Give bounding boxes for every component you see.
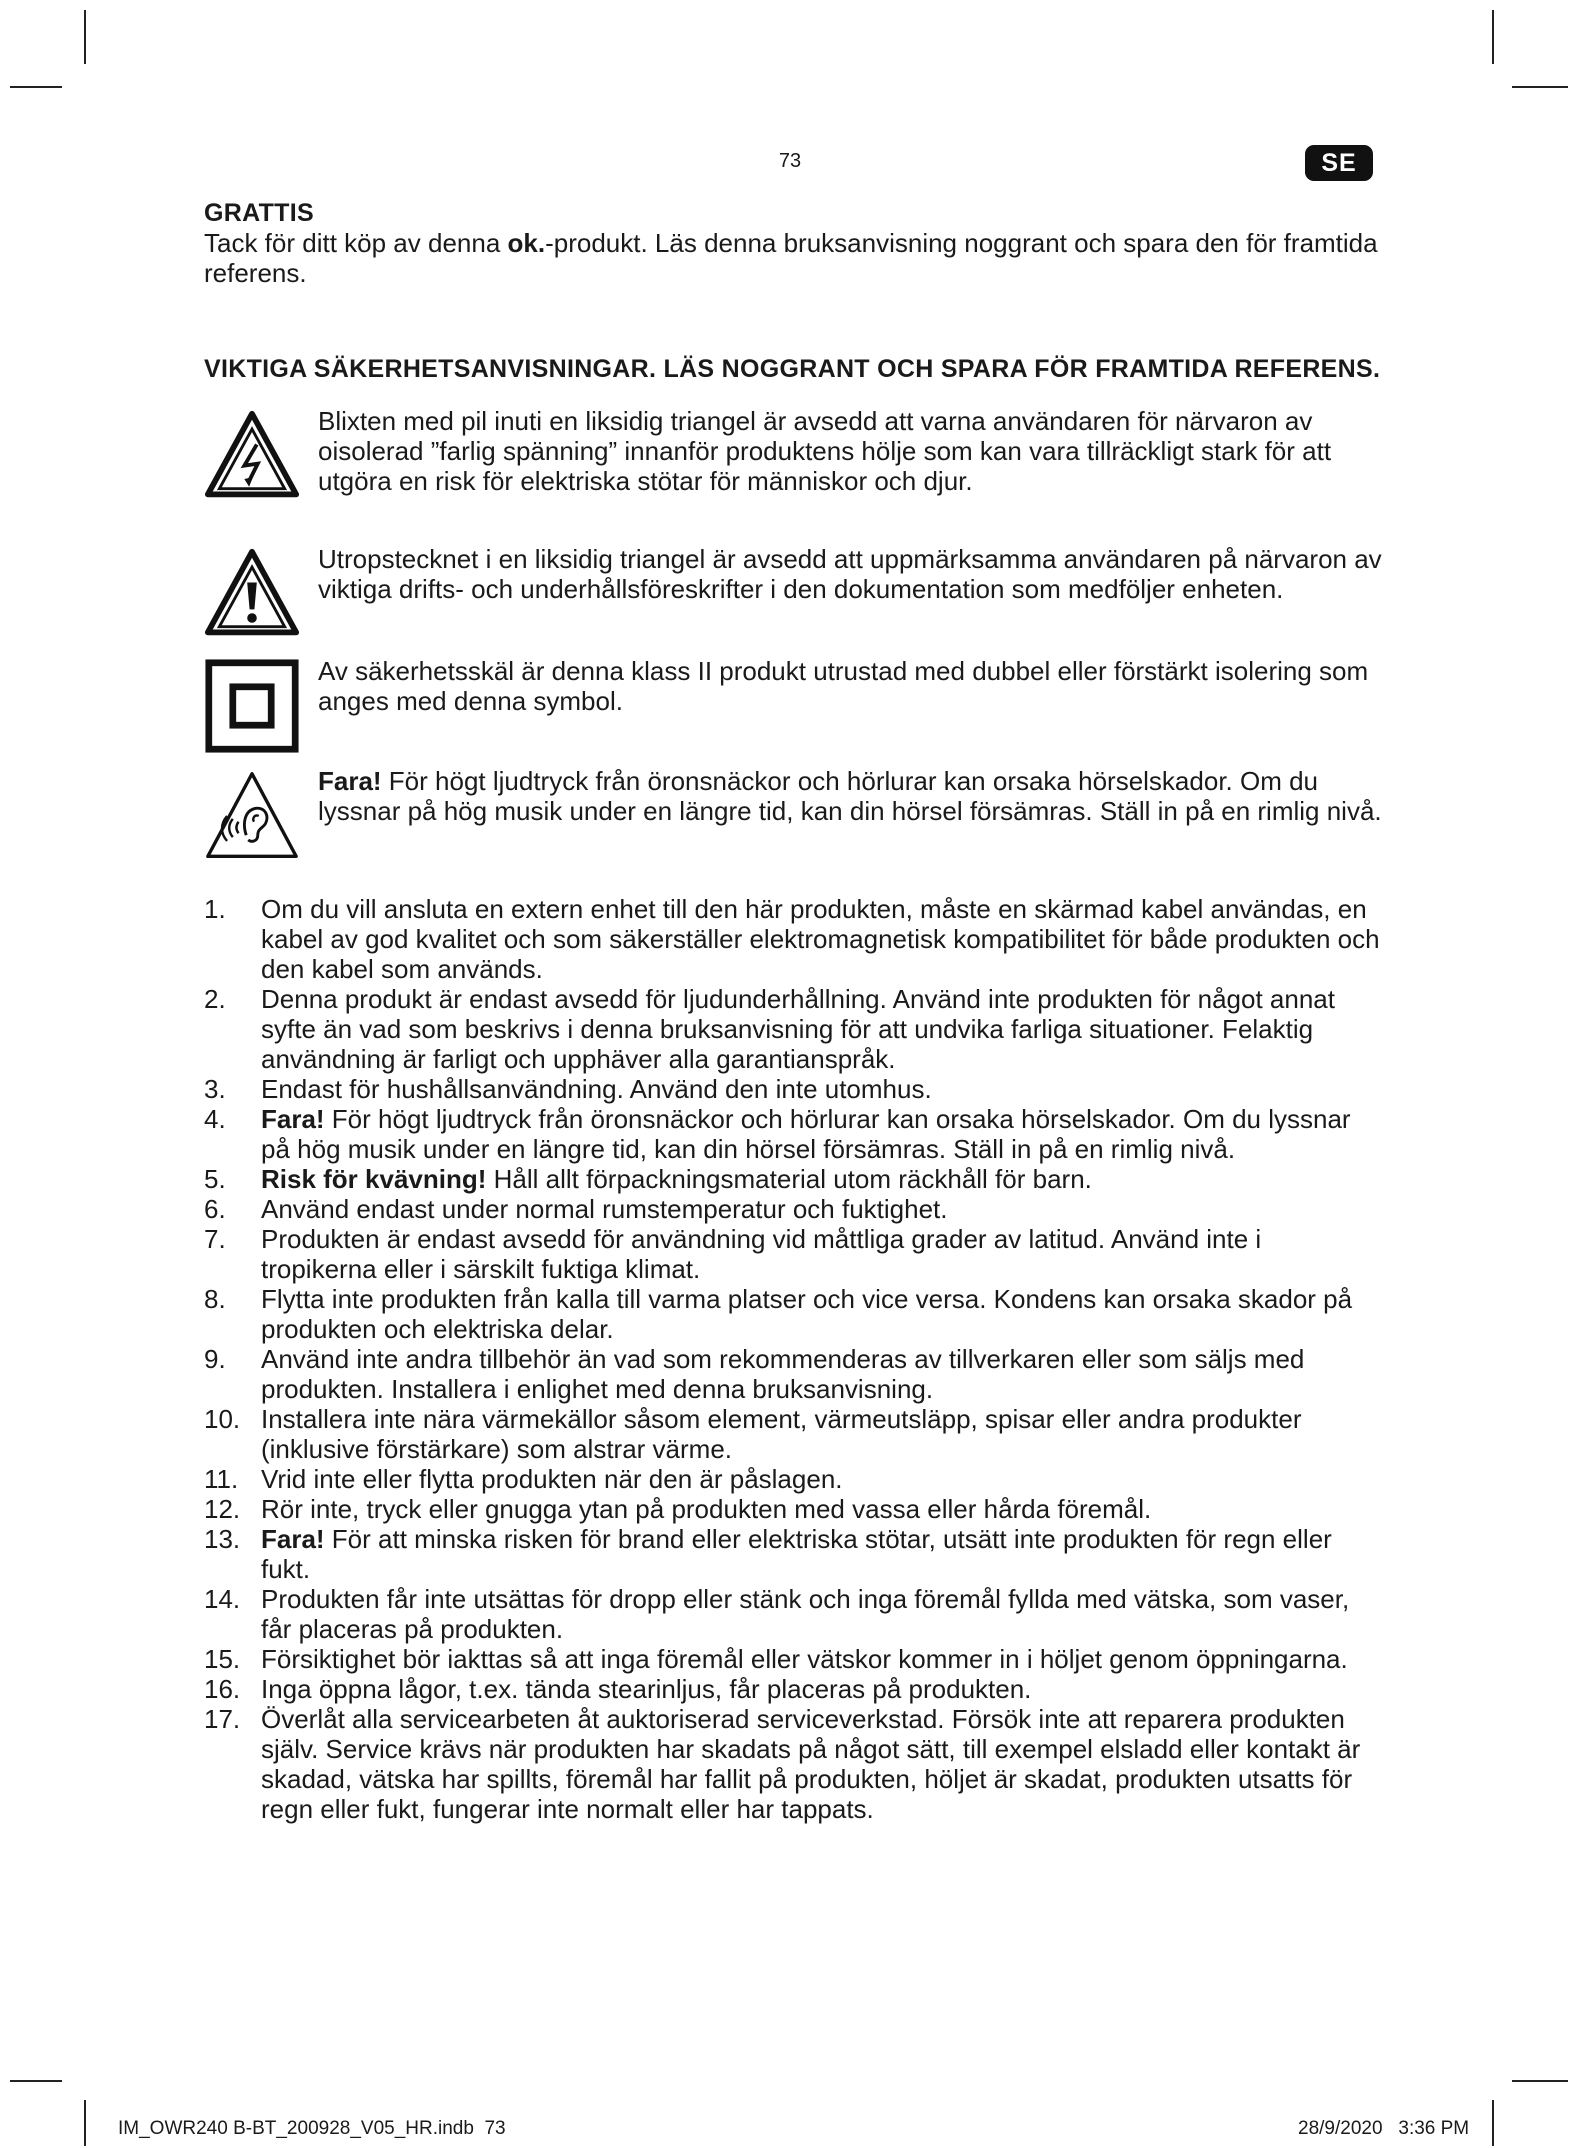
list-item: 15. Försiktighet bör iakttas så att inga föremål eller vätskor kommer in i höljet genom öppningarna. [204, 1644, 1348, 1674]
footer-file-name: IM_OWR240 B-BT_200928_V05_HR.indb [118, 2118, 474, 2139]
symbol-explanation [204, 544, 1384, 644]
intro-heading: GRATTIS [204, 199, 314, 227]
crop-mark [1492, 10, 1494, 64]
symbol-text: Utropstecknet i en liksidig triangel är avsedd att uppmärksamma användaren på närvaron av viktiga drifts- och underhållsföreskrifter i den dokumentation som medföljer enheten. [318, 544, 1382, 604]
symbol-explanation [204, 766, 1384, 866]
double-insulation-icon [204, 658, 300, 754]
symbol-text: Av säkerhetsskäl är denna klass II produkt utrustad med dubbel eller förstärkt isolering som anges med denna symbol. [318, 656, 1369, 716]
crop-mark [1512, 2080, 1568, 2082]
crop-mark [1512, 86, 1568, 88]
list-item: 5. Risk för kvävning! Håll allt förpackningsmaterial utom räckhåll för barn. [204, 1164, 1092, 1194]
list-item: 14. Produkten får inte utsättas för dropp eller stänk och inga föremål fyllda med vätska, som vaser, får placeras på produkten. [204, 1584, 1350, 1644]
footer-file-info [118, 2118, 506, 2140]
list-item: 11. Vrid inte eller flytta produkten när den är påslagen. [204, 1464, 843, 1494]
list-item: 17. Överlåt alla servicearbeten åt auktoriserad serviceverkstad. Försök inte att reparera produkten själv. Service krävs när produkten har skadats på något sätt, till exempel elsladd eller kontakt är skadad, vätska har spillts, föremål har fallit på produkten, höljet är skadat, produkten utsatts för regn eller fukt, fungerar inte normalt eller har tappats. [204, 1704, 1361, 1824]
list-item: 4. Fara! För högt ljudtryck från öronsnäckor och hörlurar kan orsaka hörselskador. Om du lyssnar på hög musik under en längre tid, kan din hörsel försämras. Ställ in på en rimlig nivå. [204, 1104, 1351, 1164]
safety-instructions-list [204, 894, 1384, 1824]
intro-text: Tack för ditt köp av denna ok.-produkt. Läs denna bruksanvisning noggrant och spara den för framtida referens. [204, 228, 1378, 288]
crop-mark [1492, 2100, 1494, 2146]
footer-timestamp [1298, 2118, 1469, 2140]
hearing-warning-icon [204, 768, 300, 864]
list-item: 1. Om du vill ansluta en extern enhet till den här produkten, måste en skärmad kabel användas, en kabel av god kvalitet och som säkerställer elektromagnetisk kompatibilitet för både produkten och den kabel som används. [204, 894, 1380, 984]
symbol-text: Fara! För högt ljudtryck från öronsnäckor och hörlurar kan orsaka hörselskador. Om du lyssnar på hög musik under en längre tid, kan din hörsel försämras. Ställ in på en rimlig nivå. [318, 766, 1382, 826]
safety-heading: VIKTIGA SÄKERHETSANVISNINGAR. LÄS NOGGRANT OCH SPARA FÖR FRAMTIDA REFERENS. [204, 355, 1381, 383]
list-item: 10. Installera inte nära värmekällor såsom element, värmeutsläpp, spisar eller andra produkter (inklusive förstärkare) som alstrar värme. [204, 1404, 1302, 1464]
list-item: 7. Produkten är endast avsedd för användning vid måttliga grader av latitud. Använd inte i tropikerna eller i särskilt fuktiga klimat. [204, 1224, 1262, 1284]
list-item: 2. Denna produkt är endast avsedd för ljudunderhållning. Använd inte produkten för något annat syfte än vad som beskrivs i denna bruksanvisning för att undvika farliga situationer. Felaktig användning är farligt och upphäver alla garantianspråk. [204, 984, 1335, 1074]
list-item: 13. Fara! För att minska risken för brand eller elektriska stötar, utsätt inte produkten för regn eller fukt. [204, 1524, 1332, 1584]
footer-date: 28/9/2020 [1298, 2118, 1383, 2139]
footer-time: 3:36 PM [1398, 2118, 1470, 2139]
document-body [204, 198, 1384, 1824]
crop-mark [84, 2100, 86, 2146]
list-item: 16. Inga öppna lågor, t.ex. tända stearinljus, får placeras på produkten. [204, 1674, 1032, 1704]
exclamation-triangle-icon [204, 546, 300, 642]
list-item: 6. Använd endast under normal rumstemperatur och fuktighet. [204, 1194, 948, 1224]
lightning-triangle-icon [204, 408, 300, 504]
footer-file-page: 73 [484, 2118, 506, 2139]
language-badge: SE [1305, 145, 1373, 181]
symbol-text: Blixten med pil inuti en liksidig triangel är avsedd att varna användaren för närvaron av oisolerad ”farlig spänning” innanför produktens hölje som kan vara tillräckligt stark för att utgöra en risk för elektriska stötar för människor och djur. [318, 406, 1332, 496]
list-item: 3. Endast för hushållsanvändning. Använd den inte utomhus. [204, 1074, 932, 1104]
symbol-explanation [204, 656, 1384, 756]
crop-mark [84, 10, 86, 64]
list-item: 12. Rör inte, tryck eller gnugga ytan på produkten med vassa eller hårda föremål. [204, 1494, 1152, 1524]
page-number: 73 [778, 150, 802, 172]
crop-mark [10, 2080, 62, 2082]
list-item: 8. Flytta inte produkten från kalla till varma platser och vice versa. Kondens kan orsaka skador på produkten och elektriska delar. [204, 1284, 1353, 1344]
brand-name: ok. [507, 228, 546, 258]
crop-mark [10, 86, 62, 88]
symbol-explanation [204, 406, 1384, 526]
list-item: 9. Använd inte andra tillbehör än vad som rekommenderas av tillverkaren eller som säljs med produkten. Installera i enlighet med denna bruksanvisning. [204, 1344, 1305, 1404]
